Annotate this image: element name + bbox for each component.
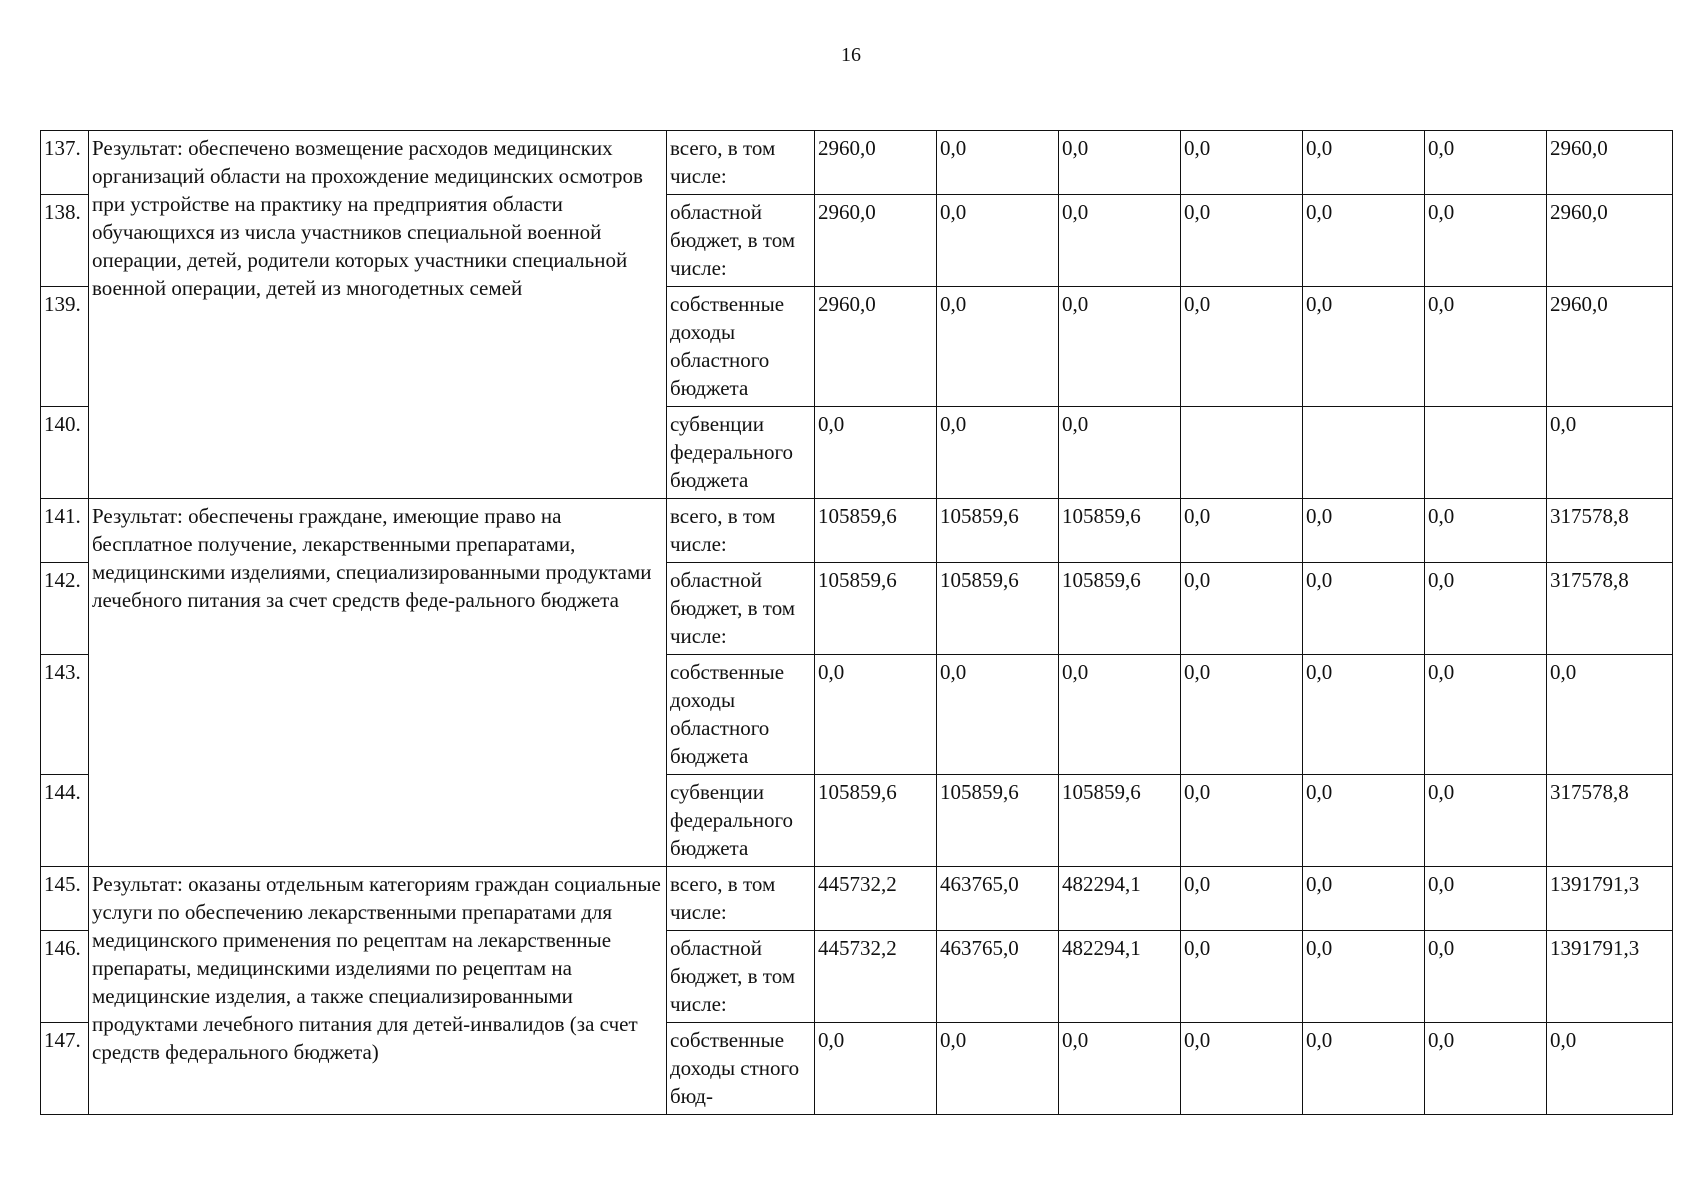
value-cell: 105859,6 (937, 563, 1059, 655)
row-number: 138. (41, 195, 89, 287)
total-cell: 1391791,3 (1547, 931, 1673, 1023)
funding-category: субвенции федерального бюджета (667, 775, 815, 867)
value-cell: 0,0 (1059, 287, 1181, 407)
total-cell: 317578,8 (1547, 499, 1673, 563)
value-cell: 2960,0 (815, 287, 937, 407)
value-cell: 0,0 (1181, 1023, 1303, 1115)
total-cell: 317578,8 (1547, 775, 1673, 867)
row-number: 139. (41, 287, 89, 407)
value-cell: 0,0 (937, 287, 1059, 407)
total-cell: 317578,8 (1547, 563, 1673, 655)
value-cell: 0,0 (815, 1023, 937, 1115)
row-number: 143. (41, 655, 89, 775)
value-cell: 463765,0 (937, 931, 1059, 1023)
total-cell: 1391791,3 (1547, 867, 1673, 931)
value-cell: 0,0 (1181, 563, 1303, 655)
value-cell: 105859,6 (1059, 499, 1181, 563)
result-description: Результат: обеспечено возмещение расходов медицинских организаций области на прохождение медицинских осмотров при устройстве на практику на предприятия области обучающихся из числа участников специальной военной операции, детей, родители которых участники специальной военной операции, детей из многодетных семей (89, 131, 667, 499)
value-cell: 105859,6 (1059, 563, 1181, 655)
value-cell: 0,0 (1303, 563, 1425, 655)
total-cell: 2960,0 (1547, 195, 1673, 287)
value-cell (1425, 407, 1547, 499)
value-cell: 0,0 (1059, 131, 1181, 195)
row-number: 147. (41, 1023, 89, 1115)
value-cell: 105859,6 (815, 563, 937, 655)
row-number: 141. (41, 499, 89, 563)
value-cell: 0,0 (1181, 931, 1303, 1023)
value-cell: 0,0 (815, 407, 937, 499)
value-cell: 445732,2 (815, 931, 937, 1023)
value-cell: 0,0 (937, 131, 1059, 195)
value-cell: 0,0 (1059, 1023, 1181, 1115)
value-cell: 0,0 (1303, 499, 1425, 563)
page-number: 16 (841, 44, 861, 66)
value-cell: 0,0 (1181, 499, 1303, 563)
row-number: 144. (41, 775, 89, 867)
value-cell: 2960,0 (815, 131, 937, 195)
value-cell: 105859,6 (1059, 775, 1181, 867)
value-cell: 0,0 (815, 655, 937, 775)
value-cell: 463765,0 (937, 867, 1059, 931)
value-cell: 0,0 (1425, 931, 1547, 1023)
funding-category: собственные доходы областного бюджета (667, 655, 815, 775)
value-cell: 0,0 (1303, 131, 1425, 195)
row-number: 137. (41, 131, 89, 195)
row-number: 140. (41, 407, 89, 499)
value-cell: 0,0 (1303, 287, 1425, 407)
value-cell: 0,0 (1425, 775, 1547, 867)
value-cell: 0,0 (1059, 195, 1181, 287)
value-cell: 0,0 (1425, 499, 1547, 563)
funding-category: субвенции федерального бюджета (667, 407, 815, 499)
value-cell: 0,0 (1425, 131, 1547, 195)
row-number: 145. (41, 867, 89, 931)
total-cell: 0,0 (1547, 1023, 1673, 1115)
value-cell: 0,0 (937, 407, 1059, 499)
total-cell: 0,0 (1547, 655, 1673, 775)
value-cell: 482294,1 (1059, 931, 1181, 1023)
value-cell: 482294,1 (1059, 867, 1181, 931)
value-cell: 0,0 (937, 195, 1059, 287)
value-cell: 0,0 (1425, 195, 1547, 287)
result-description: Результат: оказаны отдельным категориям граждан социальные услуги по обеспечению лекарственными препаратами для медицинского применения по рецептам на лекарственные препараты, медицинскими изделиями по рецептам на медицинские изделия, а также специализированными продуктами лечебного питания для детей-инвалидов (за счет средств федерального бюджета) (89, 867, 667, 1115)
value-cell: 0,0 (1303, 931, 1425, 1023)
value-cell: 0,0 (1425, 287, 1547, 407)
value-cell: 2960,0 (815, 195, 937, 287)
value-cell: 105859,6 (937, 775, 1059, 867)
funding-category: всего, в том числе: (667, 499, 815, 563)
result-description: Результат: обеспечены граждане, имеющие право на бесплатное получение, лекарственными препаратами, медицинскими изделиями, специализированными продуктами лечебного питания за счет средств феде-рального бюджета (89, 499, 667, 867)
funding-category: областной бюджет, в том числе: (667, 563, 815, 655)
budget-table (40, 130, 1673, 1115)
value-cell: 0,0 (1059, 655, 1181, 775)
funding-category: всего, в том числе: (667, 131, 815, 195)
value-cell: 0,0 (1303, 195, 1425, 287)
value-cell: 0,0 (1303, 655, 1425, 775)
value-cell: 0,0 (1181, 195, 1303, 287)
value-cell: 0,0 (1303, 867, 1425, 931)
value-cell: 0,0 (1425, 563, 1547, 655)
value-cell: 0,0 (1181, 131, 1303, 195)
value-cell: 105859,6 (815, 499, 937, 563)
value-cell: 105859,6 (937, 499, 1059, 563)
row-number: 142. (41, 563, 89, 655)
value-cell: 0,0 (937, 655, 1059, 775)
value-cell: 445732,2 (815, 867, 937, 931)
row-number: 146. (41, 931, 89, 1023)
table-row (41, 867, 1673, 931)
total-cell: 2960,0 (1547, 131, 1673, 195)
funding-category: собственные доходы стного бюд- (667, 1023, 815, 1115)
total-cell: 0,0 (1547, 407, 1673, 499)
value-cell: 0,0 (937, 1023, 1059, 1115)
value-cell: 0,0 (1303, 775, 1425, 867)
funding-category: областной бюджет, в том числе: (667, 195, 815, 287)
value-cell: 0,0 (1181, 287, 1303, 407)
total-cell: 2960,0 (1547, 287, 1673, 407)
value-cell: 0,0 (1303, 1023, 1425, 1115)
funding-category: областной бюджет, в том числе: (667, 931, 815, 1023)
value-cell: 0,0 (1425, 655, 1547, 775)
value-cell (1303, 407, 1425, 499)
value-cell: 0,0 (1059, 407, 1181, 499)
value-cell: 105859,6 (815, 775, 937, 867)
value-cell: 0,0 (1425, 1023, 1547, 1115)
value-cell (1181, 407, 1303, 499)
funding-category: собственные доходы областного бюджета (667, 287, 815, 407)
table-row (41, 499, 1673, 563)
value-cell: 0,0 (1181, 867, 1303, 931)
funding-category: всего, в том числе: (667, 867, 815, 931)
value-cell: 0,0 (1181, 775, 1303, 867)
value-cell: 0,0 (1181, 655, 1303, 775)
table-row (41, 131, 1673, 195)
value-cell: 0,0 (1425, 867, 1547, 931)
